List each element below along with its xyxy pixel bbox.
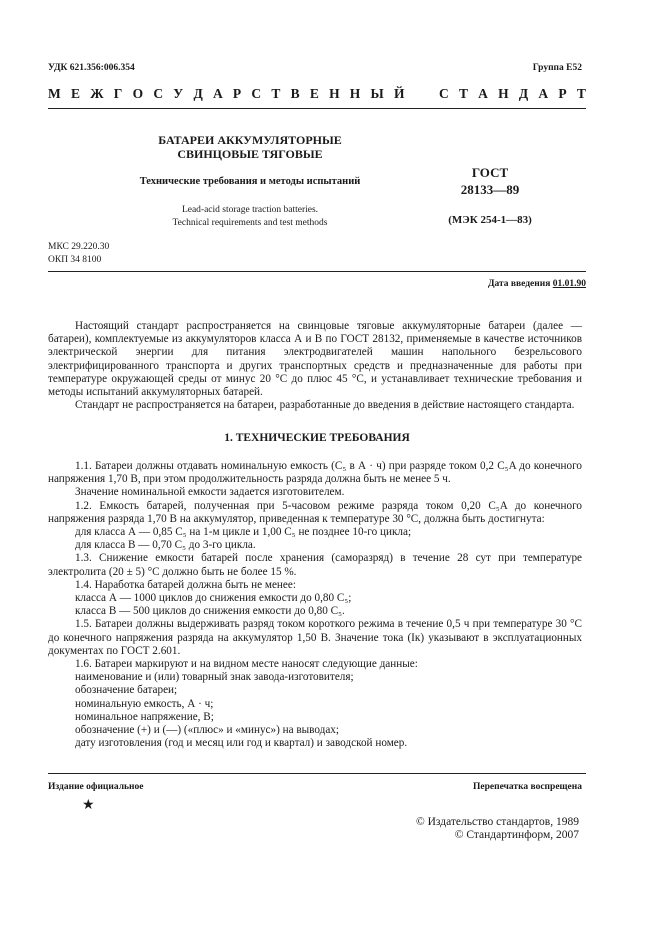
banner-letter: Р: [232, 86, 242, 101]
introduction: [48, 320, 582, 412]
banner-letter: Г: [113, 86, 123, 101]
banner-letter: Д: [193, 86, 203, 101]
clause-1-1: 1.1. Батареи должны отдавать номинальную емкость (C₅ в А · ч) при разряде током 0,2 C₅A до конечного напряжения 1,70 В, при этом продолжительность разряда должна быть не менее 5 ч.: [48, 460, 582, 486]
banner-letter: Ж: [90, 86, 104, 101]
banner-letter: Т: [458, 86, 468, 101]
classification-codes: [48, 241, 109, 267]
banner-letter: Н: [349, 86, 361, 101]
header-divider: [48, 108, 586, 109]
banner-letter: Н: [329, 86, 340, 101]
clause-1-2-class-b: для класса В — 0,70 C₅ до 3-го цикла.: [75, 539, 256, 552]
effective-date-value: 01.01.90: [552, 279, 586, 289]
banner-letter: Е: [70, 86, 80, 101]
marking-item: обозначение батареи;: [75, 684, 178, 697]
clause-1-6: 1.6. Батареи маркируют и на видном месте наносят следующие данные:: [75, 658, 418, 671]
intro-paragraph-1: Настоящий стандарт распространяется на свинцовые тяговые аккумуляторные батареи (далее — батареи), комплектуемые из аккумуляторов класса А и В по ГОСТ 28132, применяемые в качестве источников электрической энергии для питания электродвигателей машин напольного безрельсового электрифицированного транспорта и других транспортных средств и предназначенные для работы при температуре окружающей среды от минус 20 °С до плюс 45 °С, и устанавливает технические требования и методы испытаний аккумуляторных батарей.: [48, 320, 582, 399]
banner-letter: С: [438, 86, 449, 101]
effective-date-label: Дата введения: [487, 279, 551, 289]
mks-code: МКС 29.220.30: [48, 242, 110, 252]
gost-designation: [430, 164, 550, 198]
clause-1-4-class-a: класса А — 1000 циклов до снижения емкости до 0,80 C₅;: [75, 592, 352, 605]
banner-letter: Н: [498, 86, 509, 101]
banner-letter: Е: [309, 86, 319, 101]
official-edition: Издание официальное: [48, 782, 144, 792]
english-title-line-2: Technical requirements and test methods: [172, 218, 328, 228]
banner-letter: У: [173, 86, 184, 101]
english-title: [120, 204, 380, 230]
marking-item: наименование и (или) товарный знак завода-изготовителя;: [75, 671, 354, 684]
okp-code: ОКП 34 8100: [48, 255, 102, 265]
banner-letter: А: [478, 86, 488, 101]
intro-paragraph-2: Стандарт не распространяется на батареи, разработанные до введения в действие настоящего стандарта.: [75, 399, 575, 412]
section-heading: 1. ТЕХНИЧЕСКИЕ ТРЕБОВАНИЯ: [224, 432, 410, 444]
clause-1-4-class-b: класса В — 500 циклов до снижения емкости до 0,80 C₅.: [75, 605, 345, 618]
clause-1-3: 1.3. Снижение емкости батарей после хранения (саморазряд) в течение 28 сут при температуре электролита (20 ± 5) °С должно быть не более 15 %.: [48, 552, 582, 578]
footer-divider: [48, 773, 586, 774]
banner-letter: Р: [558, 86, 567, 101]
gost-number: 28133—89: [460, 182, 520, 197]
banner-letter: В: [290, 86, 300, 101]
banner-letter: А: [538, 86, 549, 101]
document-title: [120, 133, 380, 161]
banner-letter: Й: [394, 86, 405, 101]
document-subtitle: Технические требования и методы испытаний: [139, 176, 361, 187]
star-icon: ★: [82, 798, 95, 813]
clause-1-5: 1.5. Батареи должны выдерживать разряд током короткого режима в течение 0,5 ч при температуре 30 °С до конечного напряжения разряда на аккумулятор 1,50 В. Значение тока (Iк) указывают в эксплуатационных документах по ГОСТ 2.601.: [48, 618, 582, 657]
marking-item: дату изготовления (год и месяц или год и квартал) и заводской номер.: [75, 737, 408, 750]
copyright-line-2: © Стандартинформ, 2007: [454, 829, 579, 841]
iec-reference: (МЭК 254-1—83): [448, 214, 532, 226]
copyright-line-1: © Издательство стандартов, 1989: [415, 816, 579, 828]
section-1-body: [48, 460, 582, 750]
title-line-1: БАТАРЕИ АККУМУЛЯТОРНЫЕ: [158, 133, 342, 147]
copyright: [416, 816, 579, 842]
clause-1-4: 1.4. Наработка батарей должна быть не менее:: [75, 578, 296, 591]
title-line-2: СВИНЦОВЫЕ ТЯГОВЫЕ: [177, 147, 323, 161]
banner-letter: С: [153, 86, 164, 101]
clause-1-2: 1.2. Емкость батарей, полученная при 5-часовом режиме разряда током 0,20 C₅A до конечного напряжения разряда 1,70 В на аккумулятор, приведенная к температуре 30 °С, должна быть достигнута:: [48, 499, 582, 525]
banner-gap: [415, 86, 429, 102]
banner-letter: О: [132, 86, 144, 101]
standard-type-banner: [48, 86, 586, 102]
banner-letter: Д: [518, 86, 529, 101]
banner-letter: С: [251, 86, 262, 101]
marking-item: номинальную емкость, А · ч;: [75, 697, 214, 710]
gost-label: ГОСТ: [471, 165, 509, 180]
clause-1-1-note: Значение номинальной емкости задается изготовителем.: [75, 486, 345, 499]
banner-letter: М: [48, 86, 61, 101]
udk-code: УДК 621.356:006.354: [48, 63, 135, 73]
banner-letter: Т: [576, 86, 586, 101]
effective-date: [488, 279, 586, 289]
marking-item: номинальное напряжение, В;: [75, 710, 214, 723]
banner-letter: А: [212, 86, 223, 101]
banner-letter: Т: [271, 86, 281, 101]
marking-item: обозначение (+) и (—) («плюс» и «минус») на выводах;: [75, 724, 340, 737]
english-title-line-1: Lead-acid storage traction batteries.: [181, 205, 319, 215]
group-code: Группа Е52: [532, 63, 582, 73]
codes-divider: [48, 271, 586, 272]
banner-letter: Ы: [370, 86, 384, 101]
clause-1-2-class-a: для класса А — 0,85 C₅ на 1-м цикле и 1,00 C₅ не позднее 10-го цикла;: [75, 526, 412, 539]
reprint-notice: Перепечатка воспрещена: [472, 782, 582, 792]
